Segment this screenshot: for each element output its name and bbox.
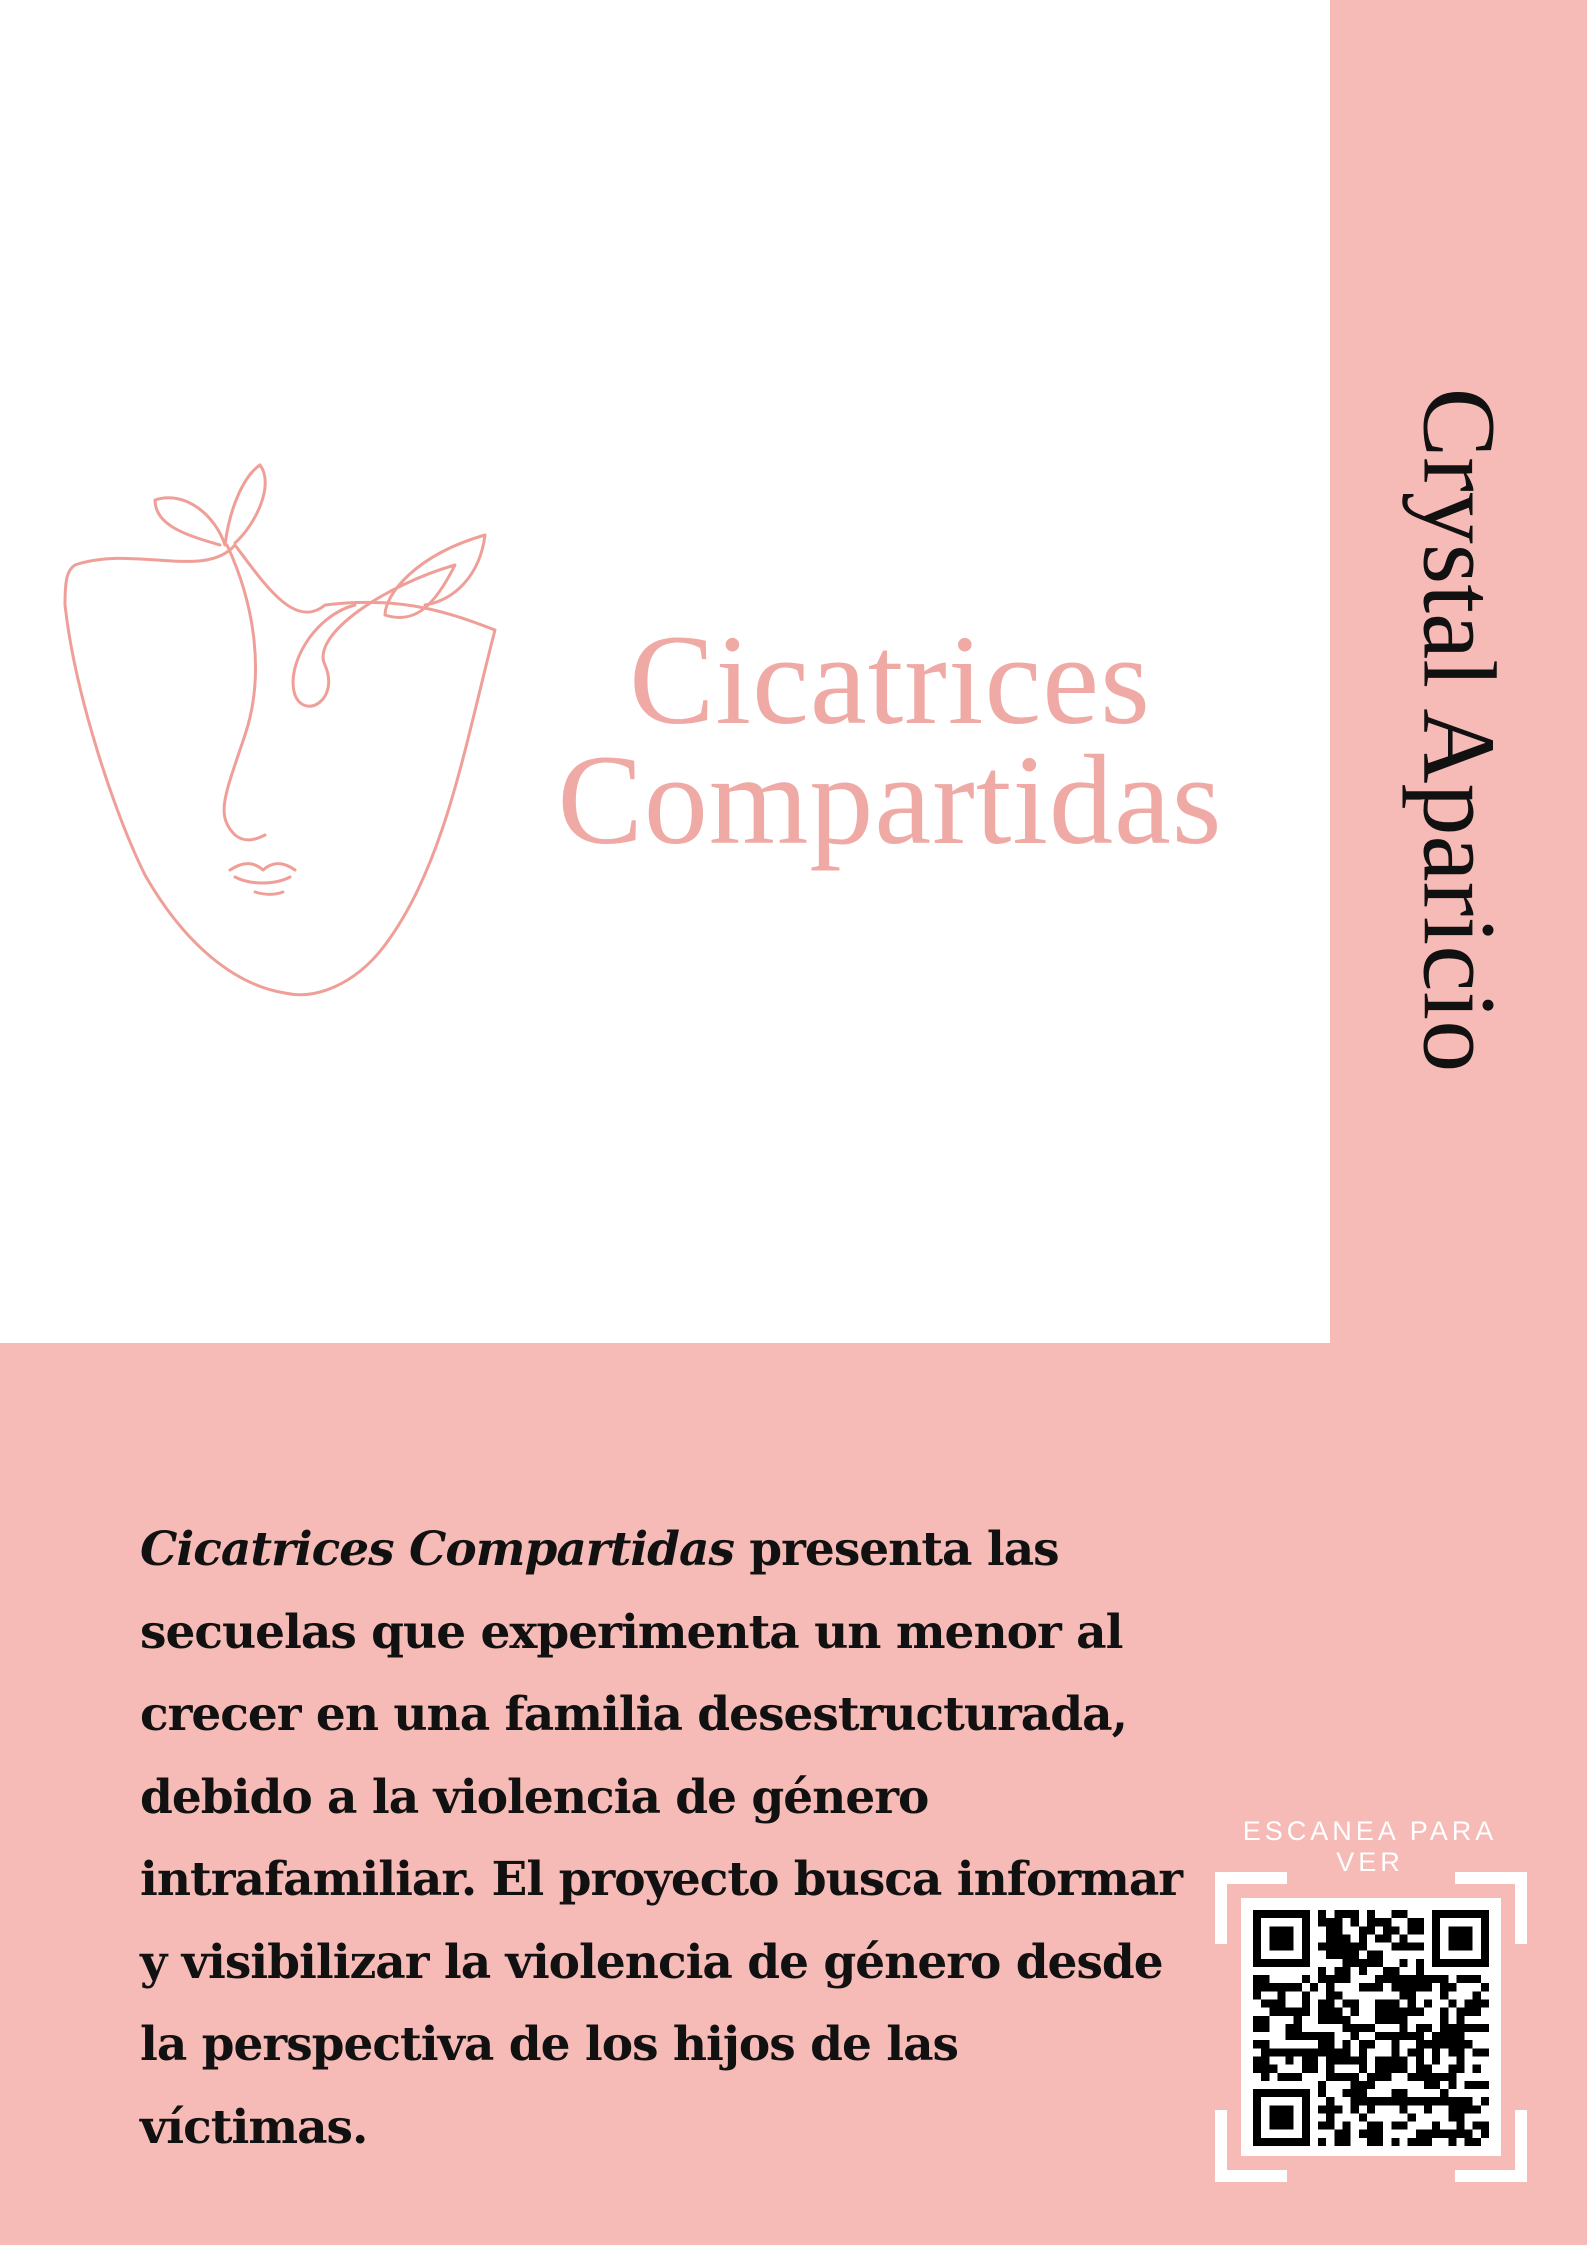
qr-scan-label: ESCANEA PARA VER [1242, 1816, 1498, 1877]
description-body: presenta las secuelas que experimenta un menor al crecer en una familia desestructurada, debido a la violencia de género intrafamiliar. El proyecto busca informar y visibilizar la violencia de género desde la perspectiva de los hijos de las víctimas. [140, 1522, 1183, 2155]
logo-title-line-1: Cicatrices [629, 609, 1151, 751]
qr-code-icon[interactable] [1253, 1910, 1489, 2146]
author-name: Crystal Aparicio [1401, 387, 1516, 1073]
description-title: Cicatrices Compartidas [140, 1522, 734, 1577]
project-description [140, 1509, 1200, 2169]
face-line-art-icon [55, 445, 535, 1005]
logo-title [490, 609, 1290, 871]
author-column [1330, 0, 1587, 1343]
logo-title-line-2: Compartidas [557, 729, 1223, 871]
qr-code-frame[interactable] [1215, 1872, 1527, 2182]
